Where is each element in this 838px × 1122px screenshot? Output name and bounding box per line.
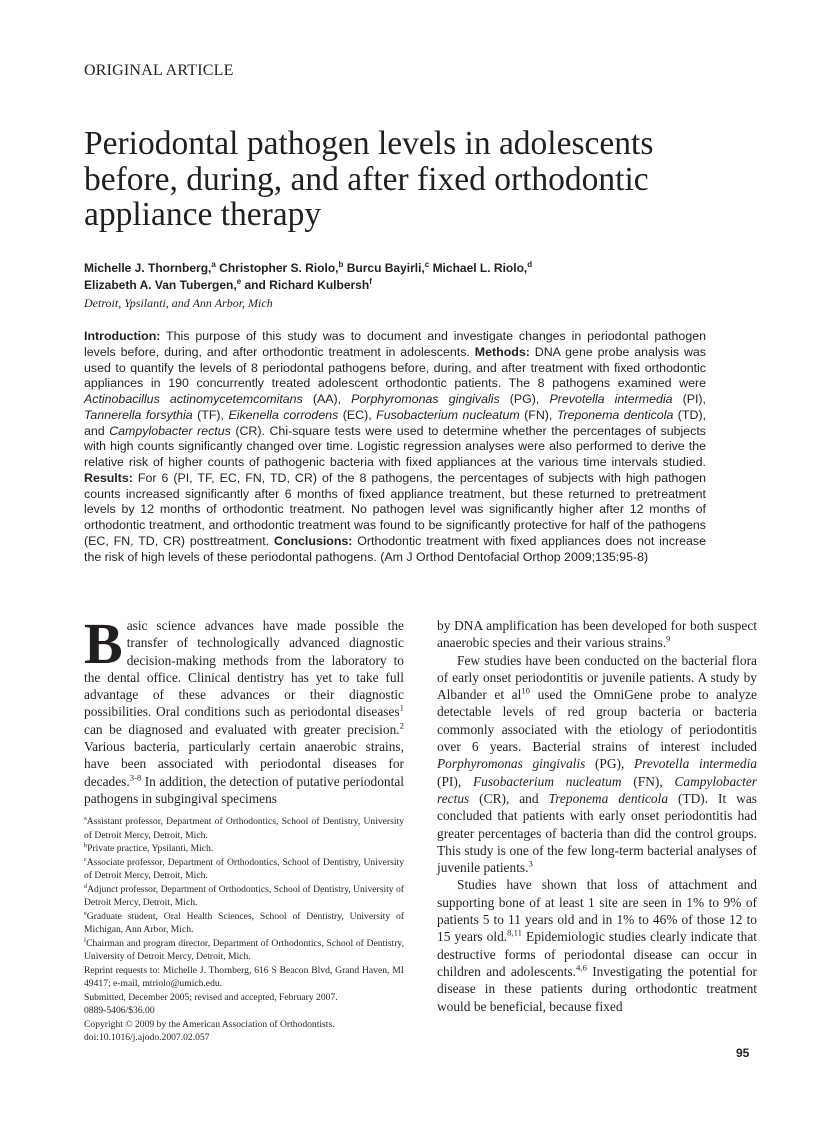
footnote: $^a$Assistant professor, Department of Orthodontics, School of Dentistry, University of Detroit Mercy, Detroit, Mich.	[84, 814, 404, 841]
author: Burcu Bayirli,$^c$	[346, 260, 430, 275]
author: Michael L. Riolo,$^d$	[432, 260, 533, 275]
section-label: ORIGINAL ARTICLE	[84, 62, 234, 79]
footnote: $^f$Chairman and program director, Department of Orthodontics, School of Dentistry, University of Detroit Mercy, Detroit, Mich.	[84, 936, 404, 962]
author: and Richard Kulbersh$^f$	[244, 277, 372, 292]
page-number: 95	[736, 1046, 750, 1060]
author: Elizabeth A. Van Tubergen,$^e$	[84, 277, 242, 292]
body-paragraph: Studies have shown that loss of attachment and supporting bone of at least 1 site are seen in 1% to 9% of patients 5 to 11 years old and in 1% to 46% of those 12 to 15 years old.$^{8,11}$ Epidemiologic studies clearly indicate that destructive forms of periodontal disease can occur in children and adolescents.$^{4,6}$ Investigating the potential for disease in these patients during orthodontic treatment would be beneficial, because fixed	[437, 877, 757, 1014]
article-title: Periodontal pathogen levels in adolescents before, during, and after fixed orthodontic appliance therapy	[84, 125, 654, 233]
drop-cap: B	[84, 611, 123, 676]
issn: 0889-5406/$36.00	[84, 1005, 155, 1016]
submission-dates: Submitted, December 2005; revised and accepted, February 2007.	[84, 991, 338, 1003]
author-location: Detroit, Ypsilanti, and Ann Arbor, Mich	[84, 296, 273, 310]
body-paragraph: by DNA amplification has been developed for both suspect anaerobic species and their various strains.$^9$	[437, 618, 757, 651]
doi: doi:10.1016/j.ajodo.2007.02.057	[84, 1032, 210, 1043]
footnote: $^b$Private practice, Ypsilanti, Mich.	[84, 841, 214, 854]
author: Michelle J. Thornberg,$^a$	[84, 260, 216, 275]
author-list	[84, 260, 724, 294]
body-column-right	[437, 617, 757, 1015]
body-column-left	[84, 611, 404, 807]
body-paragraph: Basic science advances have made possible the transfer of technologically advanced diagnostic decision-making methods from the laboratory to the dental office. Clinical dentistry has yet to take full advantage of these advances or their diagnostic possibilities. Oral conditions such as periodontal diseases$^1$ can be diagnosed and evaluated with greater precision.$^2$ Various bacteria, particularly certain anaerobic strains, have been associated with periodontal diseases for decades.$^{3-8}$ In addition, the detection of putative periodontal pathogens in subgingival specimens	[84, 611, 404, 806]
footnotes	[84, 815, 404, 1045]
reprint-info: Reprint requests to: Michelle J. Thornberg, 616 S Beacon Blvd, Grand Haven, MI 49417; e-mail, mtriolo@umich.edu.	[84, 964, 404, 989]
footnote: $^c$Associate professor, Department of Orthodontics, School of Dentistry, University of Detroit Mercy, Detroit, Mich.	[84, 855, 404, 881]
author: Christopher S. Riolo,$^b$	[219, 260, 344, 275]
abstract: Introduction: This purpose of this study was to document and investigate changes in periodontal pathogen levels before, during, and after orthodontic treatment in adolescents. Methods: DNA gene probe analysis was used to quantify the levels of 8 periodontal pathogens before, during, and after treatment with fixed orthodontic appliances in 190 concurrently treated adolescent orthodontic patients. The 8 pathogens examined were Actinobacillus actinomycetemcomitans (AA), Porphyromonas gingivalis (PG), Prevotella intermedia (PI), Tannerella forsythia (TF), Eikenella corrodens (EC), Fusobacterium nucleatum (FN), Treponema denticola (TD), and Campylobacter rectus (CR). Chi-square tests were used to determine whether the percentages of subjects with high counts significantly changed over time. Logistic regression analyses were also performed to derive the relative risk of higher counts of pathogenic bacteria with fixed appliances at the various time intervals studied. Results: For 6 (PI, TF, EC, FN, TD, CR) of the 8 pathogens, the percentages of subjects with high pathogen counts increased significantly after 6 months of fixed appliance treatment, but these returned to pretreatment levels by 12 months of orthodontic treatment. No pathogen level was significantly higher after 12 months of orthodontic treatment, and orthodontic treatment was found to be significantly protective for half of the pathogens (EC, FN, TD, CR) posttreatment. Conclusions: Orthodontic treatment with fixed appliances does not increase the risk of high levels of these periodontal pathogens. (Am J Orthod Dentofacial Orthop 2009;135:95-8)	[84, 329, 707, 564]
footnote: $^e$Graduate student, Oral Health Sciences, School of Dentistry, University of Michigan, Ann Arbor, Mich.	[84, 909, 404, 935]
body-paragraph: Few studies have been conducted on the bacterial flora of early onset periodontitis or juvenile patients. A study by Albander et $al^{10}$ used the OmniGene probe to analyze detectable levels of red group bacteria or bacteria commonly associated with the etiology of periodontitis over 6 years. Bacterial strains of interest included Porphyromonas gingivalis (PG), Prevotella intermedia (PI), Fusobacterium nucleatum (FN), Campylobacter rectus (CR), and Treponema denticola (TD). It was concluded that patients with early onset periodontitis had greater percentages of bacteria than did the control groups. This study is one of the few long-term bacterial analyses of juvenile patients.$^3$	[437, 652, 757, 876]
footnote: $^d$Adjunct professor, Department of Orthodontics, School of Dentistry, University of Detroit Mercy, Detroit, Mich.	[84, 882, 404, 908]
copyright: Copyright © 2009 by the American Association of Orthodontists.	[84, 1018, 335, 1030]
